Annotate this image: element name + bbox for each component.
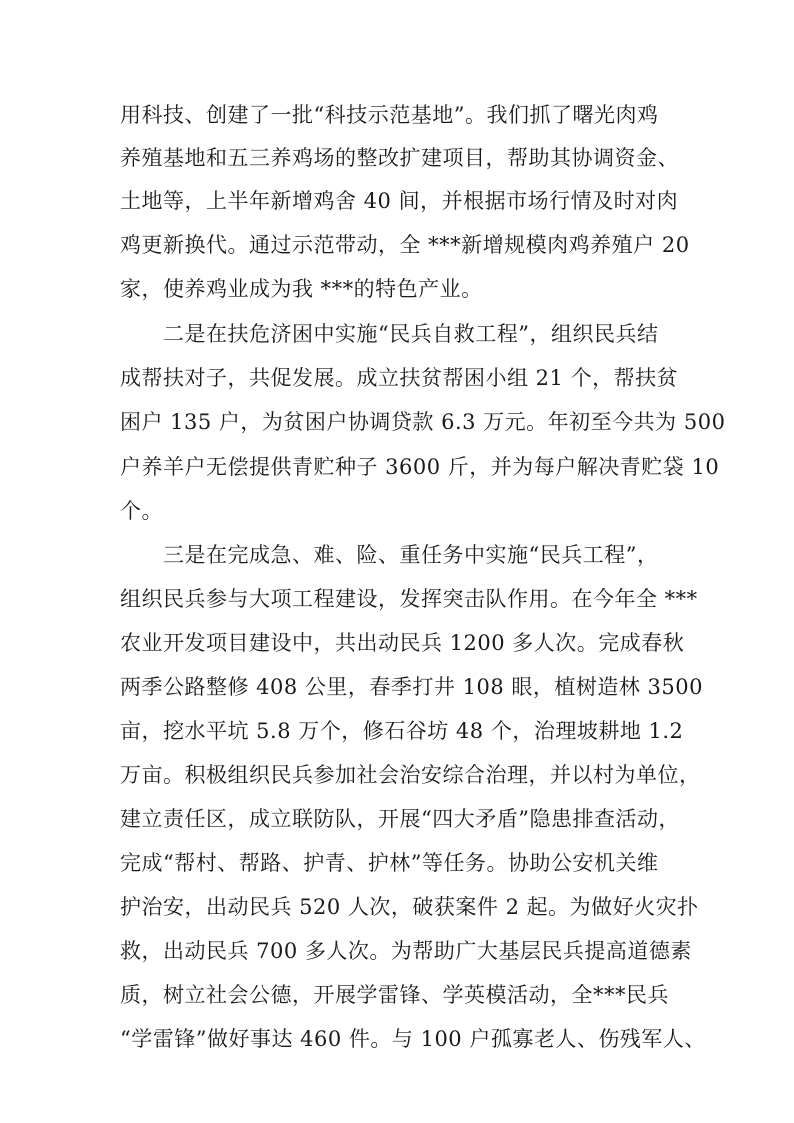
- text-line: 两季公路整修 408 公里，春季打井 108 眼，植树造林 3500: [120, 675, 703, 699]
- text-line: 用科技、创建了一批“科技示范基地”。我们抓了曙光肉鸡: [120, 103, 659, 127]
- text-line: 困户 135 户，为贫困户协调贷款 6.3 万元。年初至今共为 500: [120, 410, 726, 434]
- text-line: 完成“帮村、帮路、护青、护林”等任务。协助公安机关维: [120, 851, 659, 875]
- text-line: 亩，挖水平坑 5.8 万个，修石谷坊 48 个，治理坡耕地 1.2: [120, 719, 684, 743]
- text-line: 个。: [120, 499, 163, 523]
- text-line: 家，使养鸡业成为我 ***的特色产业。: [120, 277, 483, 301]
- text-line: 成帮扶对子，共促发展。成立扶贫帮困小组 21 个，帮扶贫: [120, 366, 679, 390]
- text-line: 万亩。积极组织民兵参加社会治安综合治理，并以村为单位，: [120, 763, 701, 787]
- text-line: 救，出动民兵 700 多人次。为帮助广大基层民兵提高道德素: [120, 939, 692, 963]
- text-line: 护治安，出动民兵 520 人次，破获案件 2 起。为做好火灾扑: [120, 895, 699, 919]
- text-line: 三是在完成急、难、险、重任务中实施“民兵工程”，: [163, 543, 659, 567]
- text-line: “学雷锋”做好事达 460 件。与 100 户孤寡老人、伤残军人、: [120, 1027, 706, 1051]
- text-line: 建立责任区，成立联防队，开展“四大矛盾”隐患排查活动，: [120, 807, 680, 831]
- text-line: 农业开发项目建设中，共出动民兵 1200 多人次。完成春秋: [120, 631, 685, 655]
- text-line: 土地等，上半年新增鸡舍 40 间，并根据市场行情及时对肉: [120, 189, 679, 213]
- text-line: 组织民兵参与大项工程建设，发挥突击队作用。在今年全 ***: [120, 587, 698, 611]
- text-line: 户养羊户无偿提供青贮种子 3600 斤，并为每户解决青贮袋 10: [120, 455, 720, 479]
- text-line: 质，树立社会公德，开展学雷锋、学英模活动，全***民兵: [120, 983, 669, 1007]
- text-line: 二是在扶危济困中实施“民兵自救工程”，组织民兵结: [163, 322, 659, 346]
- text-line: 鸡更新换代。通过示范带动，全 ***新增规模肉鸡养殖户 20: [120, 233, 690, 257]
- text-line: 养殖基地和五三养鸡场的整改扩建项目，帮助其协调资金、: [120, 146, 679, 170]
